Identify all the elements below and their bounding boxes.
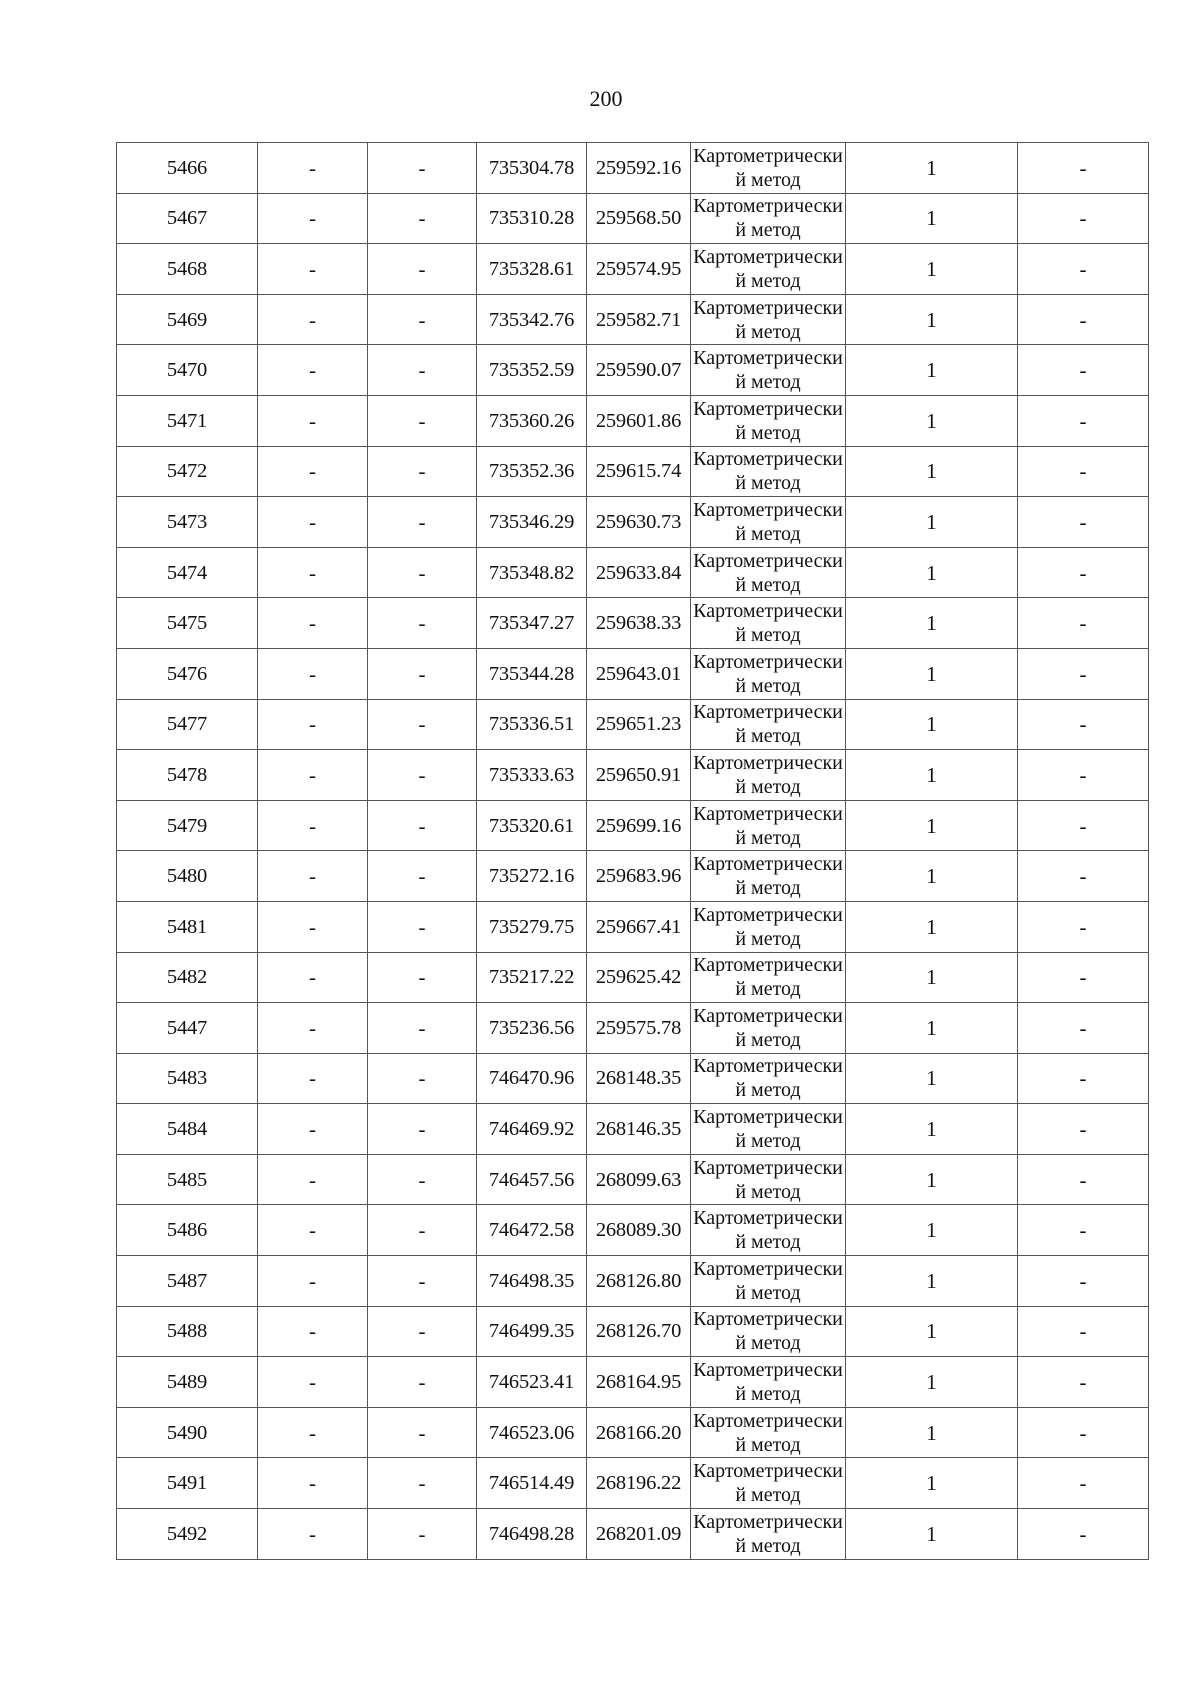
y-coordinate-cell: 259650.91 — [587, 750, 691, 801]
method-text: Картометрический метод — [693, 1055, 843, 1102]
method-cell — [691, 244, 846, 295]
precision-cell: 1 — [846, 1407, 1018, 1458]
method-text: Картометрический метод — [693, 498, 843, 545]
point-number-cell: 5490 — [117, 1407, 258, 1458]
method-cell — [691, 952, 846, 1003]
point-number-cell: 5469 — [117, 294, 258, 345]
point-number-cell: 5470 — [117, 345, 258, 396]
dash-cell: - — [368, 1104, 477, 1155]
table-row — [117, 193, 1149, 244]
note-cell: - — [1018, 1003, 1149, 1054]
dash-cell: - — [258, 1306, 368, 1357]
method-cell — [691, 547, 846, 598]
y-coordinate-cell: 259683.96 — [587, 851, 691, 902]
page-number: 200 — [589, 86, 623, 111]
y-coordinate-cell: 259651.23 — [587, 699, 691, 750]
dash-cell: - — [368, 294, 477, 345]
method-text: Картометрический метод — [693, 751, 843, 798]
dash-cell: - — [368, 1458, 477, 1509]
method-cell — [691, 1205, 846, 1256]
table-row — [117, 1407, 1149, 1458]
method-cell — [691, 1256, 846, 1307]
dash-cell: - — [368, 1003, 477, 1054]
method-text: Картометрический метод — [693, 1004, 843, 1051]
note-cell: - — [1018, 1205, 1149, 1256]
precision-cell: 1 — [846, 547, 1018, 598]
dash-cell: - — [368, 497, 477, 548]
point-number-cell: 5484 — [117, 1104, 258, 1155]
x-coordinate-cell: 735352.36 — [477, 446, 587, 497]
x-coordinate-cell: 735279.75 — [477, 901, 587, 952]
x-coordinate-cell: 735310.28 — [477, 193, 587, 244]
y-coordinate-cell: 268099.63 — [587, 1154, 691, 1205]
y-coordinate-cell: 268166.20 — [587, 1407, 691, 1458]
table-row — [117, 143, 1149, 194]
note-cell: - — [1018, 699, 1149, 750]
point-number-cell: 5487 — [117, 1256, 258, 1307]
dash-cell: - — [258, 547, 368, 598]
method-cell — [691, 901, 846, 952]
y-coordinate-cell: 259574.95 — [587, 244, 691, 295]
note-cell: - — [1018, 547, 1149, 598]
note-cell: - — [1018, 1458, 1149, 1509]
x-coordinate-cell: 735346.29 — [477, 497, 587, 548]
method-text: Картометрический метод — [693, 954, 843, 1001]
dash-cell: - — [368, 952, 477, 1003]
table-row — [117, 1357, 1149, 1408]
method-text: Картометрический метод — [693, 245, 843, 292]
precision-cell: 1 — [846, 193, 1018, 244]
table-row — [117, 1205, 1149, 1256]
table-row — [117, 547, 1149, 598]
note-cell: - — [1018, 952, 1149, 1003]
method-cell — [691, 1407, 846, 1458]
y-coordinate-cell: 259699.16 — [587, 800, 691, 851]
method-text: Картометрический метод — [693, 853, 843, 900]
note-cell: - — [1018, 1357, 1149, 1408]
dash-cell: - — [368, 446, 477, 497]
precision-cell: 1 — [846, 1509, 1018, 1560]
method-cell — [691, 1154, 846, 1205]
table-row — [117, 1458, 1149, 1509]
x-coordinate-cell: 746457.56 — [477, 1154, 587, 1205]
precision-cell: 1 — [846, 750, 1018, 801]
y-coordinate-cell: 259633.84 — [587, 547, 691, 598]
precision-cell: 1 — [846, 143, 1018, 194]
table-row — [117, 901, 1149, 952]
method-cell — [691, 193, 846, 244]
x-coordinate-cell: 735342.76 — [477, 294, 587, 345]
table-row — [117, 598, 1149, 649]
precision-cell: 1 — [846, 598, 1018, 649]
dash-cell: - — [258, 800, 368, 851]
note-cell: - — [1018, 901, 1149, 952]
note-cell: - — [1018, 1053, 1149, 1104]
point-number-cell: 5471 — [117, 395, 258, 446]
table-row — [117, 648, 1149, 699]
dash-cell: - — [368, 1256, 477, 1307]
method-cell — [691, 800, 846, 851]
note-cell: - — [1018, 800, 1149, 851]
note-cell: - — [1018, 1154, 1149, 1205]
dash-cell: - — [258, 294, 368, 345]
x-coordinate-cell: 735348.82 — [477, 547, 587, 598]
table-row — [117, 294, 1149, 345]
x-coordinate-cell: 735347.27 — [477, 598, 587, 649]
table-row — [117, 1104, 1149, 1155]
dash-cell: - — [368, 598, 477, 649]
note-cell: - — [1018, 497, 1149, 548]
x-coordinate-cell: 735333.63 — [477, 750, 587, 801]
note-cell: - — [1018, 395, 1149, 446]
precision-cell: 1 — [846, 952, 1018, 1003]
dash-cell: - — [258, 1509, 368, 1560]
point-number-cell: 5489 — [117, 1357, 258, 1408]
point-number-cell: 5483 — [117, 1053, 258, 1104]
note-cell: - — [1018, 446, 1149, 497]
note-cell: - — [1018, 598, 1149, 649]
x-coordinate-cell: 746499.35 — [477, 1306, 587, 1357]
dash-cell: - — [258, 395, 368, 446]
precision-cell: 1 — [846, 244, 1018, 295]
y-coordinate-cell: 259592.16 — [587, 143, 691, 194]
note-cell: - — [1018, 294, 1149, 345]
x-coordinate-cell: 735236.56 — [477, 1003, 587, 1054]
precision-cell: 1 — [846, 446, 1018, 497]
precision-cell: 1 — [846, 1104, 1018, 1155]
table-row — [117, 952, 1149, 1003]
table-row — [117, 345, 1149, 396]
y-coordinate-cell: 268089.30 — [587, 1205, 691, 1256]
table-row — [117, 699, 1149, 750]
note-cell: - — [1018, 1407, 1149, 1458]
x-coordinate-cell: 735360.26 — [477, 395, 587, 446]
precision-cell: 1 — [846, 497, 1018, 548]
dash-cell: - — [258, 598, 368, 649]
y-coordinate-cell: 268126.70 — [587, 1306, 691, 1357]
dash-cell: - — [368, 648, 477, 699]
y-coordinate-cell: 259568.50 — [587, 193, 691, 244]
y-coordinate-cell: 259630.73 — [587, 497, 691, 548]
dash-cell: - — [258, 851, 368, 902]
table-row — [117, 1154, 1149, 1205]
precision-cell: 1 — [846, 901, 1018, 952]
x-coordinate-cell: 746498.28 — [477, 1509, 587, 1560]
method-cell — [691, 598, 846, 649]
table-body — [117, 143, 1149, 1560]
dash-cell: - — [368, 345, 477, 396]
table-row — [117, 1256, 1149, 1307]
note-cell: - — [1018, 345, 1149, 396]
y-coordinate-cell: 259601.86 — [587, 395, 691, 446]
method-cell — [691, 395, 846, 446]
y-coordinate-cell: 268148.35 — [587, 1053, 691, 1104]
y-coordinate-cell: 268201.09 — [587, 1509, 691, 1560]
table-row — [117, 851, 1149, 902]
y-coordinate-cell: 268196.22 — [587, 1458, 691, 1509]
precision-cell: 1 — [846, 345, 1018, 396]
precision-cell: 1 — [846, 800, 1018, 851]
method-text: Картометрический метод — [693, 1257, 843, 1304]
y-coordinate-cell: 268164.95 — [587, 1357, 691, 1408]
y-coordinate-cell: 259615.74 — [587, 446, 691, 497]
dash-cell: - — [368, 1407, 477, 1458]
precision-cell: 1 — [846, 648, 1018, 699]
dash-cell: - — [258, 143, 368, 194]
dash-cell: - — [368, 143, 477, 194]
precision-cell: 1 — [846, 294, 1018, 345]
x-coordinate-cell: 746472.58 — [477, 1205, 587, 1256]
x-coordinate-cell: 746523.06 — [477, 1407, 587, 1458]
point-number-cell: 5476 — [117, 648, 258, 699]
table-row — [117, 1053, 1149, 1104]
dash-cell: - — [368, 1357, 477, 1408]
y-coordinate-cell: 259582.71 — [587, 294, 691, 345]
method-cell — [691, 497, 846, 548]
note-cell: - — [1018, 193, 1149, 244]
note-cell: - — [1018, 1256, 1149, 1307]
dash-cell: - — [368, 1509, 477, 1560]
method-text: Картометрический метод — [693, 650, 843, 697]
table-row — [117, 750, 1149, 801]
x-coordinate-cell: 735272.16 — [477, 851, 587, 902]
dash-cell: - — [368, 901, 477, 952]
x-coordinate-cell: 735344.28 — [477, 648, 587, 699]
y-coordinate-cell: 259590.07 — [587, 345, 691, 396]
table-row — [117, 497, 1149, 548]
precision-cell: 1 — [846, 1357, 1018, 1408]
y-coordinate-cell: 259638.33 — [587, 598, 691, 649]
method-text: Картометрический метод — [693, 600, 843, 647]
method-cell — [691, 1306, 846, 1357]
x-coordinate-cell: 746470.96 — [477, 1053, 587, 1104]
dash-cell: - — [258, 345, 368, 396]
method-cell — [691, 446, 846, 497]
dash-cell: - — [368, 800, 477, 851]
point-number-cell: 5477 — [117, 699, 258, 750]
dash-cell: - — [368, 244, 477, 295]
note-cell: - — [1018, 750, 1149, 801]
method-cell — [691, 1509, 846, 1560]
x-coordinate-cell: 746514.49 — [477, 1458, 587, 1509]
x-coordinate-cell: 735352.59 — [477, 345, 587, 396]
point-number-cell: 5488 — [117, 1306, 258, 1357]
dash-cell: - — [368, 193, 477, 244]
y-coordinate-cell: 268126.80 — [587, 1256, 691, 1307]
dash-cell: - — [368, 1154, 477, 1205]
x-coordinate-cell: 746498.35 — [477, 1256, 587, 1307]
point-number-cell: 5468 — [117, 244, 258, 295]
note-cell: - — [1018, 851, 1149, 902]
method-text: Картометрический метод — [693, 903, 843, 950]
precision-cell: 1 — [846, 851, 1018, 902]
dash-cell: - — [258, 193, 368, 244]
point-number-cell: 5485 — [117, 1154, 258, 1205]
dash-cell: - — [258, 1205, 368, 1256]
method-text: Картометрический метод — [693, 1359, 843, 1406]
x-coordinate-cell: 735304.78 — [477, 143, 587, 194]
point-number-cell: 5466 — [117, 143, 258, 194]
method-text: Картометрический метод — [693, 296, 843, 343]
dash-cell: - — [258, 1154, 368, 1205]
dash-cell: - — [368, 395, 477, 446]
method-cell — [691, 851, 846, 902]
dash-cell: - — [258, 750, 368, 801]
x-coordinate-cell: 735320.61 — [477, 800, 587, 851]
note-cell: - — [1018, 648, 1149, 699]
precision-cell: 1 — [846, 1003, 1018, 1054]
table-row — [117, 1509, 1149, 1560]
dash-cell: - — [258, 901, 368, 952]
precision-cell: 1 — [846, 1458, 1018, 1509]
dash-cell: - — [368, 1205, 477, 1256]
note-cell: - — [1018, 244, 1149, 295]
x-coordinate-cell: 735328.61 — [477, 244, 587, 295]
precision-cell: 1 — [846, 699, 1018, 750]
point-number-cell: 5447 — [117, 1003, 258, 1054]
point-number-cell: 5478 — [117, 750, 258, 801]
table-row — [117, 1306, 1149, 1357]
method-cell — [691, 345, 846, 396]
table-row — [117, 446, 1149, 497]
x-coordinate-cell: 735336.51 — [477, 699, 587, 750]
x-coordinate-cell: 746523.41 — [477, 1357, 587, 1408]
method-cell — [691, 1104, 846, 1155]
precision-cell: 1 — [846, 1053, 1018, 1104]
method-text: Картометрический метод — [693, 397, 843, 444]
precision-cell: 1 — [846, 1205, 1018, 1256]
dash-cell: - — [258, 699, 368, 750]
point-number-cell: 5475 — [117, 598, 258, 649]
method-cell — [691, 1003, 846, 1054]
method-text: Картометрический метод — [693, 195, 843, 242]
method-text: Картометрический метод — [693, 802, 843, 849]
y-coordinate-cell: 268146.35 — [587, 1104, 691, 1155]
precision-cell: 1 — [846, 395, 1018, 446]
point-number-cell: 5486 — [117, 1205, 258, 1256]
method-text: Картометрический метод — [693, 144, 843, 191]
method-text: Картометрический метод — [693, 1207, 843, 1254]
point-number-cell: 5491 — [117, 1458, 258, 1509]
method-text: Картометрический метод — [693, 448, 843, 495]
method-text: Картометрический метод — [693, 1106, 843, 1153]
point-number-cell: 5474 — [117, 547, 258, 598]
method-text: Картометрический метод — [693, 701, 843, 748]
note-cell: - — [1018, 1509, 1149, 1560]
precision-cell: 1 — [846, 1256, 1018, 1307]
method-text: Картометрический метод — [693, 1409, 843, 1456]
note-cell: - — [1018, 143, 1149, 194]
precision-cell: 1 — [846, 1306, 1018, 1357]
note-cell: - — [1018, 1104, 1149, 1155]
method-text: Картометрический метод — [693, 549, 843, 596]
method-cell — [691, 1053, 846, 1104]
method-cell — [691, 699, 846, 750]
dash-cell: - — [258, 1053, 368, 1104]
dash-cell: - — [368, 750, 477, 801]
dash-cell: - — [258, 1458, 368, 1509]
method-cell — [691, 750, 846, 801]
point-number-cell: 5467 — [117, 193, 258, 244]
dash-cell: - — [258, 446, 368, 497]
table-row — [117, 800, 1149, 851]
dash-cell: - — [258, 1104, 368, 1155]
dash-cell: - — [368, 547, 477, 598]
method-cell — [691, 1357, 846, 1408]
x-coordinate-cell: 735217.22 — [477, 952, 587, 1003]
table-row — [117, 395, 1149, 446]
dash-cell: - — [368, 1053, 477, 1104]
y-coordinate-cell: 259575.78 — [587, 1003, 691, 1054]
dash-cell: - — [258, 648, 368, 699]
dash-cell: - — [258, 952, 368, 1003]
method-cell — [691, 1458, 846, 1509]
dash-cell: - — [368, 1306, 477, 1357]
dash-cell: - — [258, 1357, 368, 1408]
method-cell — [691, 143, 846, 194]
y-coordinate-cell: 259625.42 — [587, 952, 691, 1003]
method-text: Картометрический метод — [693, 347, 843, 394]
y-coordinate-cell: 259643.01 — [587, 648, 691, 699]
table-row — [117, 1003, 1149, 1054]
point-number-cell: 5480 — [117, 851, 258, 902]
method-text: Картометрический метод — [693, 1156, 843, 1203]
method-cell — [691, 294, 846, 345]
method-cell — [691, 648, 846, 699]
point-number-cell: 5482 — [117, 952, 258, 1003]
point-number-cell: 5473 — [117, 497, 258, 548]
method-text: Картометрический метод — [693, 1460, 843, 1507]
note-cell: - — [1018, 1306, 1149, 1357]
dash-cell: - — [258, 1003, 368, 1054]
point-number-cell: 5492 — [117, 1509, 258, 1560]
y-coordinate-cell: 259667.41 — [587, 901, 691, 952]
precision-cell: 1 — [846, 1154, 1018, 1205]
point-number-cell: 5481 — [117, 901, 258, 952]
dash-cell: - — [258, 497, 368, 548]
dash-cell: - — [368, 699, 477, 750]
method-text: Картометрический метод — [693, 1308, 843, 1355]
table-row — [117, 244, 1149, 295]
dash-cell: - — [258, 244, 368, 295]
point-number-cell: 5479 — [117, 800, 258, 851]
dash-cell: - — [258, 1407, 368, 1458]
coordinates-table — [116, 142, 1149, 1560]
dash-cell: - — [368, 851, 477, 902]
method-text: Картометрический метод — [693, 1510, 843, 1557]
x-coordinate-cell: 746469.92 — [477, 1104, 587, 1155]
dash-cell: - — [258, 1256, 368, 1307]
point-number-cell: 5472 — [117, 446, 258, 497]
